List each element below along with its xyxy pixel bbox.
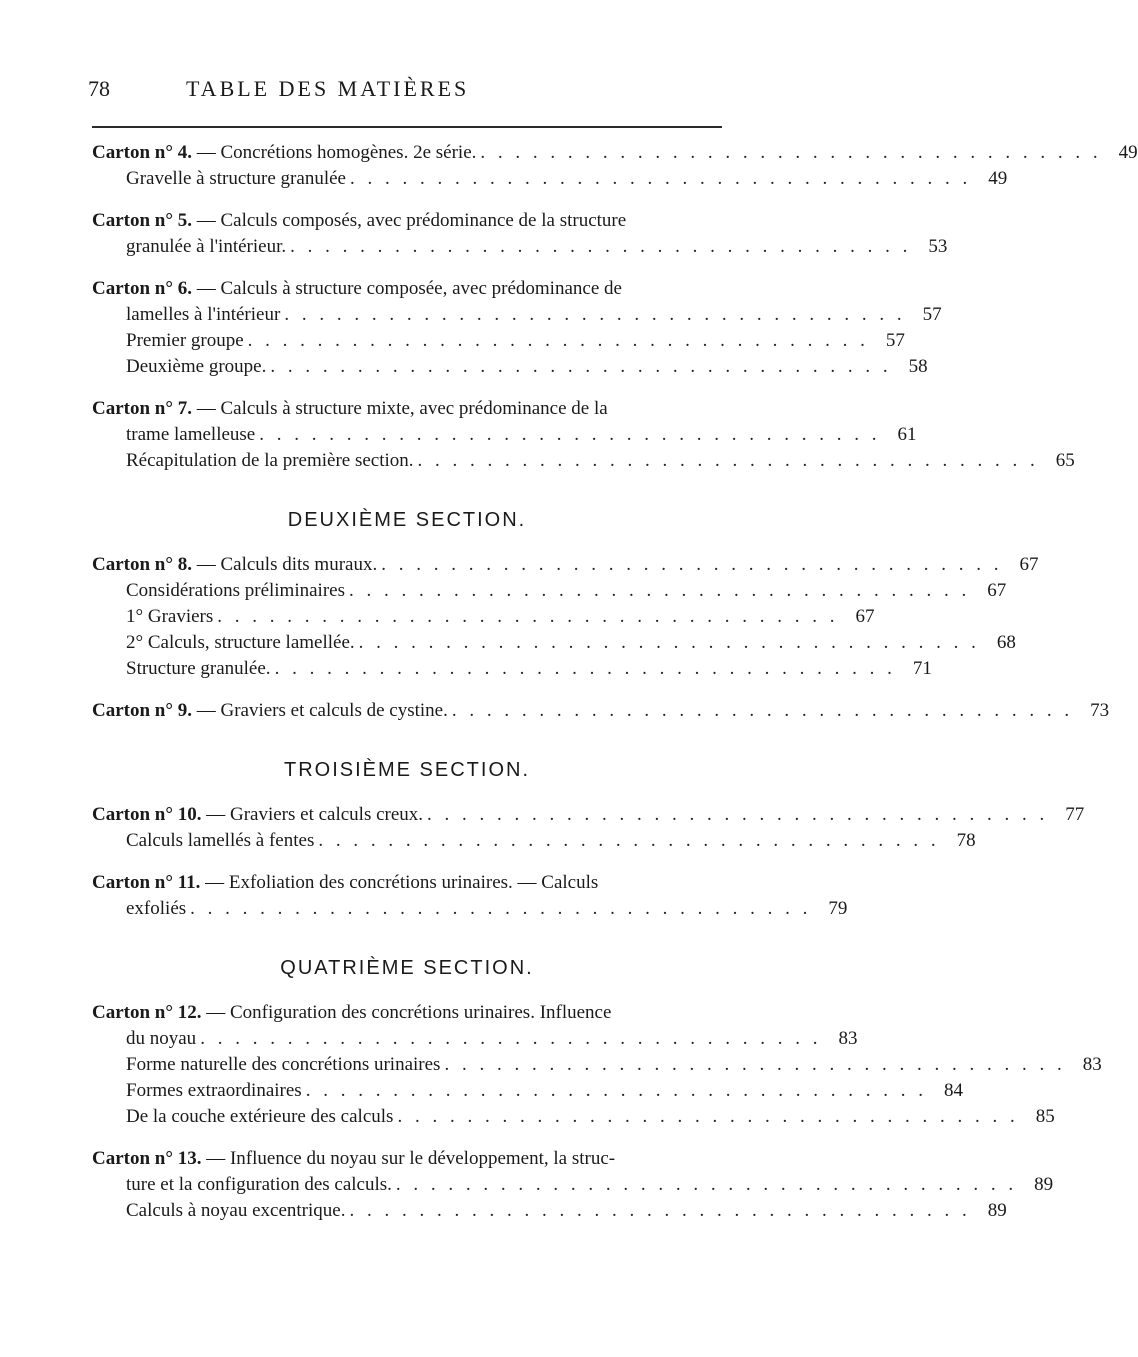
toc-entry	[92, 1000, 722, 1026]
dot-leader: . . . . . . . . . . . . . . . . . . . . . . . . . . . . . . . . . . . .	[349, 1200, 971, 1221]
subentry-title: Premier groupe	[126, 330, 244, 351]
toc-subentry	[92, 166, 1008, 192]
entry-title: — Configuration des concrétions urinaires. Influence	[206, 1002, 612, 1023]
spacer	[92, 474, 722, 490]
dot-leader: . . . . . . . . . . . . . . . . . . . . . . . . . . . . . . . . . . . .	[397, 1106, 1019, 1127]
carton-label: Carton n° 7.	[92, 398, 192, 419]
subentry-title: 2° Calculs, structure lamellée.	[126, 632, 355, 653]
page-ref: 57	[885, 330, 905, 351]
entry-title: — Graviers et calculs creux.	[206, 804, 424, 825]
spacer	[92, 1130, 722, 1146]
subentry-title: Structure granulée.	[126, 658, 271, 679]
carton-label: Carton n° 8.	[92, 554, 192, 575]
page-ref: 83	[838, 1028, 858, 1049]
page-ref: 73	[1090, 700, 1110, 721]
toc-subentry	[92, 578, 1007, 604]
section-heading: QUATRIÈME SECTION.	[280, 957, 534, 979]
entry-text	[126, 896, 186, 922]
dot-leader: . . . . . . . . . . . . . . . . . . . . . . . . . . . . . . . . . . . .	[349, 168, 972, 189]
entry-text	[126, 422, 255, 448]
dot-leader: . . . . . . . . . . . . . . . . . . . . . . . . . . . . . . . . . . . .	[290, 236, 912, 257]
entry-title: granulée à l'intérieur.	[126, 236, 287, 257]
spacer	[92, 682, 722, 698]
subentry-title: De la couche extérieure des calculs	[126, 1106, 394, 1127]
entry-title: exfoliés	[126, 898, 187, 919]
carton-label: Carton n° 9.	[92, 700, 192, 721]
spacer	[92, 380, 722, 396]
dot-leader: . . . . . . . . . . . . . . . . . . . . . . . . . . . . . . . . . . . .	[395, 1174, 1018, 1195]
toc-subentry	[92, 828, 976, 854]
entry-text	[92, 276, 622, 302]
dot-leader: . . . . . . . . . . . . . . . . . . . . . . . . . . . . . . . . . . . .	[451, 700, 1074, 721]
subentry-title: Considérations préliminaires	[126, 580, 345, 601]
toc-subentry	[92, 1078, 963, 1104]
header-rule	[92, 126, 722, 128]
page-header	[88, 76, 708, 110]
page-ref: 53	[928, 236, 948, 257]
dot-leader: . . . . . . . . . . . . . . . . . . . . . . . . . . . . . . . . . . . .	[217, 606, 839, 627]
entry-text	[126, 234, 286, 260]
dot-leader: . . . . . . . . . . . . . . . . . . . . . . . . . . . . . . . . . . . .	[259, 424, 881, 445]
subentry-title: Deuxième groupe.	[126, 356, 267, 377]
page-ref: 89	[987, 1200, 1007, 1221]
toc-entry	[92, 1172, 1054, 1198]
toc-entry	[92, 208, 722, 234]
entry-text	[126, 1026, 196, 1052]
entry-text	[126, 302, 280, 328]
subentry-title: 1° Graviers	[126, 606, 214, 627]
toc-entry	[92, 422, 917, 448]
dot-leader: . . . . . . . . . . . . . . . . . . . . . . . . . . . . . . . . . . . .	[270, 356, 892, 377]
toc-entry	[92, 1146, 722, 1172]
page-ref: 57	[922, 304, 942, 325]
entry-text	[92, 698, 448, 724]
entry-text	[92, 552, 377, 578]
toc-subentry	[92, 630, 1016, 656]
spacer	[92, 260, 722, 276]
entry-text	[92, 396, 608, 422]
toc-entry	[92, 276, 722, 302]
dot-leader: . . . . . . . . . . . . . . . . . . . . . . . . . . . . . . . . . . . .	[444, 1054, 1066, 1075]
dot-leader: . . . . . . . . . . . . . . . . . . . . . . . . . . . . . . . . . . . .	[358, 632, 980, 653]
dot-leader: . . . . . . . . . . . . . . . . . . . . . . . . . . . . . . . . . . . .	[318, 830, 940, 851]
toc-subentry	[92, 604, 875, 630]
page-ref: 58	[908, 356, 928, 377]
entry-title: — Exfoliation des concrétions urinaires. — Calculs	[205, 872, 599, 893]
page-ref: 49	[1118, 142, 1138, 163]
entry-title: — Graviers et calculs de cystine.	[196, 700, 448, 721]
subentry-title: Calculs lamellés à fentes	[126, 830, 315, 851]
toc-entry	[92, 140, 1138, 166]
carton-label: Carton n° 11.	[92, 872, 201, 893]
page-ref: 49	[988, 168, 1008, 189]
carton-label: Carton n° 10.	[92, 804, 202, 825]
entry-text	[92, 1146, 615, 1172]
entry-title: du noyau	[126, 1028, 197, 1049]
spacer	[92, 724, 722, 740]
entry-title: lamelles à l'intérieur	[126, 304, 281, 325]
entry-title: — Calculs à structure composée, avec prédominance de	[196, 278, 622, 299]
spacer	[92, 922, 722, 938]
page-ref: 61	[897, 424, 917, 445]
subentry-title: Gravelle à structure granulée	[126, 168, 346, 189]
dot-leader: . . . . . . . . . . . . . . . . . . . . . . . . . . . . . . . . . . . .	[305, 1080, 927, 1101]
page-ref: 79	[828, 898, 848, 919]
dot-leader: . . . . . . . . . . . . . . . . . . . . . . . . . . . . . . . . . . . .	[417, 450, 1039, 471]
running-title: TABLE DES MATIÈRES	[186, 76, 470, 101]
spacer	[92, 192, 722, 208]
page-ref: 83	[1082, 1054, 1102, 1075]
toc-subentry	[92, 656, 932, 682]
entry-title: trame lamelleuse	[126, 424, 256, 445]
section-heading: DEUXIÈME SECTION.	[287, 509, 527, 531]
toc-entry	[92, 1026, 858, 1052]
carton-label: Carton n° 6.	[92, 278, 192, 299]
toc-entry	[92, 870, 722, 896]
dot-leader: . . . . . . . . . . . . . . . . . . . . . . . . . . . . . . . . . . . .	[247, 330, 869, 351]
entry-text	[126, 1172, 392, 1198]
subentry-title: Récapitulation de la première section.	[126, 450, 414, 471]
entry-title: ture et la configuration des calculs.	[126, 1174, 392, 1195]
page-ref: 89	[1034, 1174, 1054, 1195]
carton-label: Carton n° 12.	[92, 1002, 202, 1023]
entry-title: — Calculs à structure mixte, avec prédominance de la	[196, 398, 608, 419]
toc-entry	[92, 698, 1110, 724]
page-ref: 67	[987, 580, 1007, 601]
entry-text	[92, 802, 423, 828]
dot-leader: . . . . . . . . . . . . . . . . . . . . . . . . . . . . . . . . . . . .	[200, 1028, 822, 1049]
entry-text	[92, 1000, 611, 1026]
toc-entry	[92, 234, 948, 260]
dot-leader: . . . . . . . . . . . . . . . . . . . . . . . . . . . . . . . . . . . .	[348, 580, 971, 601]
toc-entry	[92, 302, 942, 328]
page-ref: 71	[912, 658, 932, 679]
carton-label: Carton n° 4.	[92, 142, 192, 163]
toc-subentry	[92, 1052, 1102, 1078]
dot-leader: . . . . . . . . . . . . . . . . . . . . . . . . . . . . . . . . . . . .	[274, 658, 896, 679]
toc-entry	[92, 552, 1039, 578]
toc-subentry	[92, 354, 928, 380]
page-ref: 78	[956, 830, 976, 851]
page-ref: 85	[1035, 1106, 1055, 1127]
subentry-title: Calculs à noyau excentrique.	[126, 1200, 346, 1221]
entry-text	[92, 870, 598, 896]
entry-title: — Calculs composés, avec prédominance de la structure	[196, 210, 627, 231]
spacer	[92, 1224, 722, 1240]
entry-title: — Concrétions homogènes. 2e série.	[196, 142, 477, 163]
subentry-title: Forme naturelle des concrétions urinaires	[126, 1054, 441, 1075]
entry-text	[92, 208, 626, 234]
entry-text	[92, 140, 476, 166]
entry-title: — Calculs dits muraux.	[196, 554, 378, 575]
toc-entry	[92, 802, 1085, 828]
toc-subentry	[92, 1198, 1007, 1224]
page-ref: 68	[996, 632, 1016, 653]
dot-leader: . . . . . . . . . . . . . . . . . . . . . . . . . . . . . . . . . . . .	[480, 142, 1102, 163]
carton-label: Carton n° 13.	[92, 1148, 202, 1169]
dot-leader: . . . . . . . . . . . . . . . . . . . . . . . . . . . . . . . . . . . .	[381, 554, 1003, 575]
page-ref: 84	[943, 1080, 963, 1101]
toc-entry	[92, 396, 722, 422]
entry-title: — Influence du noyau sur le développement, la struc-	[206, 1148, 616, 1169]
toc-subentry	[92, 1104, 1055, 1130]
dot-leader: . . . . . . . . . . . . . . . . . . . . . . . . . . . . . . . . . . . .	[190, 898, 812, 919]
page-ref: 67	[1019, 554, 1039, 575]
toc-subentry	[92, 448, 1075, 474]
page-number: 78	[88, 76, 110, 101]
page-ref: 77	[1065, 804, 1085, 825]
dot-leader: . . . . . . . . . . . . . . . . . . . . . . . . . . . . . . . . . . . .	[427, 804, 1049, 825]
toc-entry	[92, 896, 848, 922]
carton-label: Carton n° 5.	[92, 210, 192, 231]
page-ref: 67	[855, 606, 875, 627]
section-heading: TROISIÈME SECTION.	[283, 759, 531, 781]
toc-subentry	[92, 328, 905, 354]
subentry-title: Formes extraordinaires	[126, 1080, 302, 1101]
dot-leader: . . . . . . . . . . . . . . . . . . . . . . . . . . . . . . . . . . . .	[284, 304, 906, 325]
table-of-contents	[92, 140, 1138, 1240]
spacer	[92, 854, 722, 870]
page-ref: 65	[1055, 450, 1075, 471]
